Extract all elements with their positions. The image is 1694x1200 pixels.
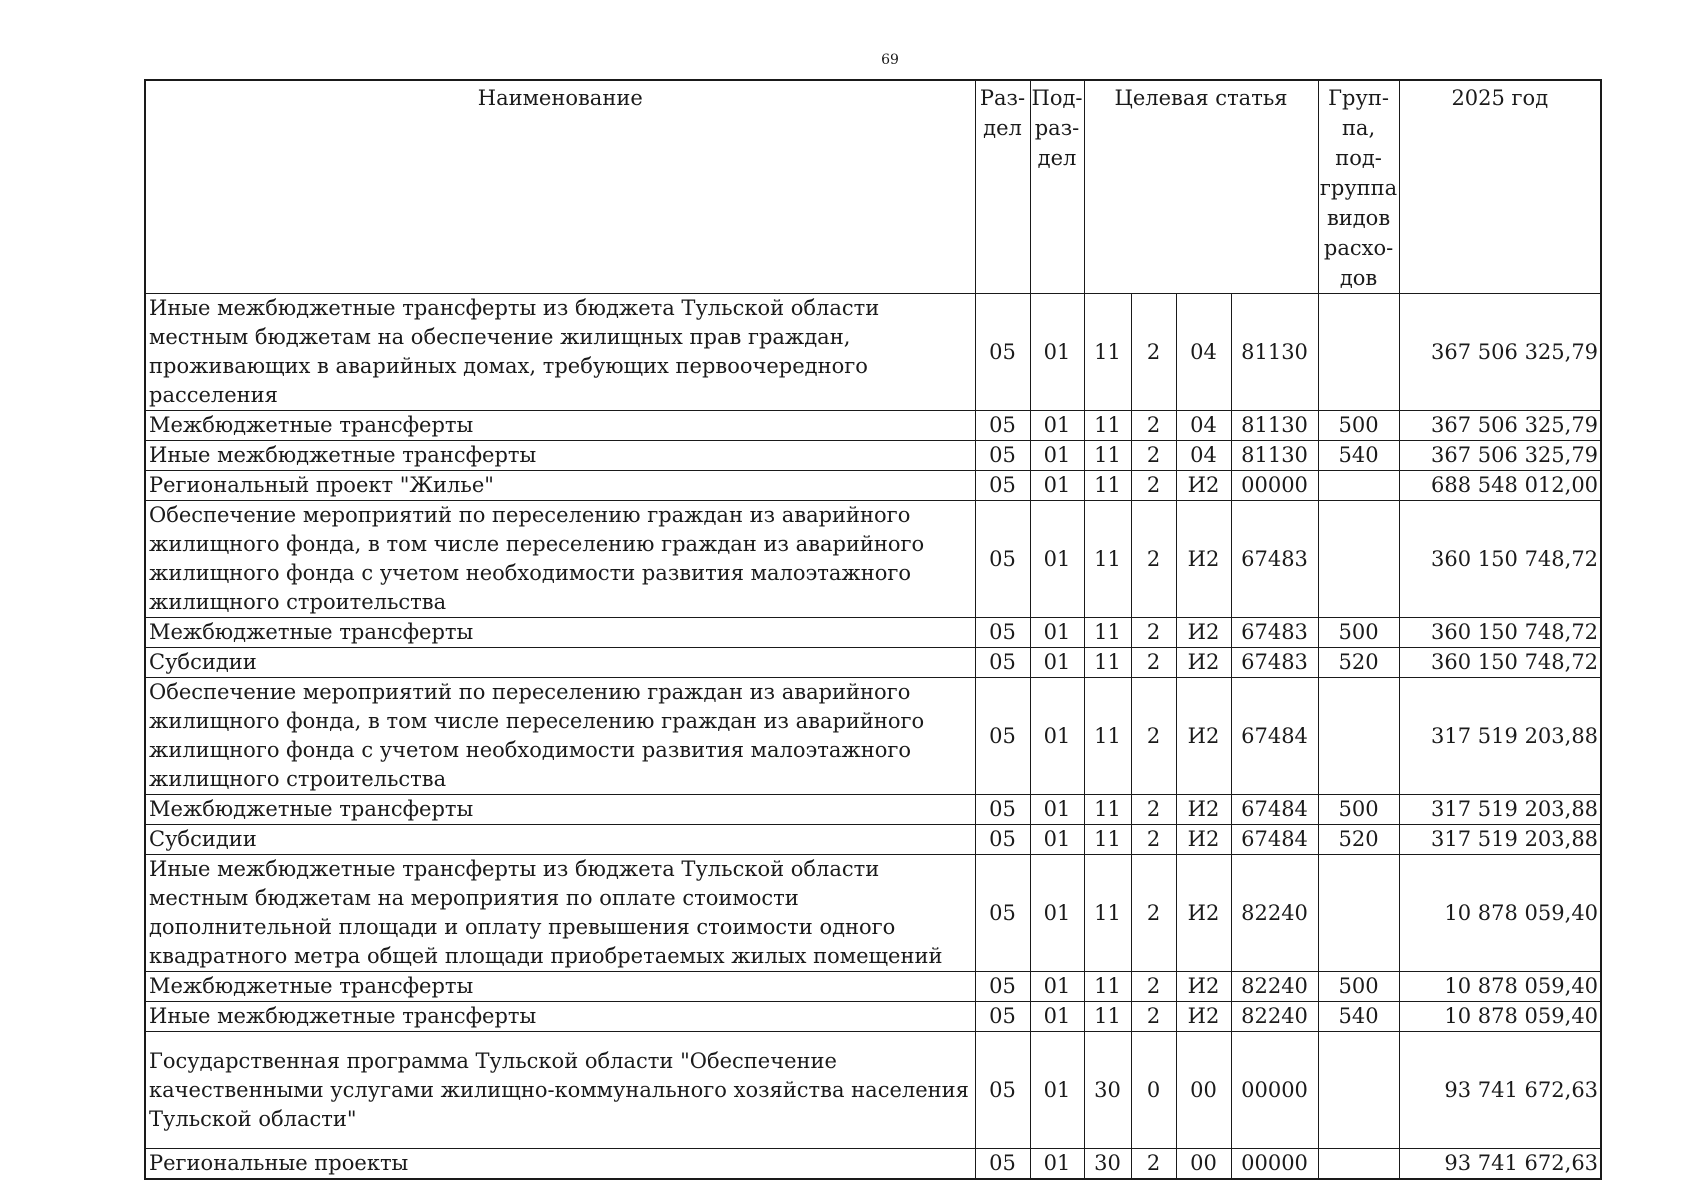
table-row — [145, 972, 1601, 1002]
cell-target-program: 11 — [1084, 825, 1131, 855]
cell-target-type: 2 — [1131, 294, 1176, 411]
cell-target-project: И2 — [1176, 678, 1231, 795]
cell-expense-group: 500 — [1318, 618, 1399, 648]
cell-target-direction: 82240 — [1231, 972, 1318, 1002]
cell-target-type: 2 — [1131, 678, 1176, 795]
cell-target-direction: 67483 — [1231, 501, 1318, 618]
cell-target-program: 11 — [1084, 411, 1131, 441]
cell-target-program: 11 — [1084, 1002, 1131, 1032]
header-year: 2025 год — [1399, 80, 1601, 294]
cell-target-project: 04 — [1176, 441, 1231, 471]
header-podrazdel: Под-раз-дел — [1030, 80, 1084, 294]
cell-target-direction: 67484 — [1231, 795, 1318, 825]
header-name: Наименование — [145, 80, 975, 294]
cell-name: Государственная программа Тульской области "Обеспечение качественными услугами жилищно-коммунального хозяйства населения Тульской области" — [145, 1032, 975, 1149]
cell-target-type: 2 — [1131, 411, 1176, 441]
cell-name: Межбюджетные трансферты — [145, 411, 975, 441]
cell-target-type: 2 — [1131, 972, 1176, 1002]
cell-amount: 360 150 748,72 — [1399, 501, 1601, 618]
cell-target-project: И2 — [1176, 618, 1231, 648]
header-target-article: Целевая статья — [1084, 80, 1318, 294]
cell-target-program: 11 — [1084, 972, 1131, 1002]
table-row — [145, 1032, 1601, 1149]
cell-amount: 10 878 059,40 — [1399, 1002, 1601, 1032]
cell-amount: 317 519 203,88 — [1399, 825, 1601, 855]
cell-target-program: 11 — [1084, 294, 1131, 411]
budget-table — [144, 79, 1602, 1180]
cell-amount: 360 150 748,72 — [1399, 618, 1601, 648]
cell-razdel: 05 — [975, 1149, 1030, 1180]
table-row — [145, 678, 1601, 795]
cell-target-type: 2 — [1131, 471, 1176, 501]
table-row — [145, 441, 1601, 471]
cell-target-direction: 82240 — [1231, 1002, 1318, 1032]
cell-target-type: 2 — [1131, 441, 1176, 471]
cell-target-project: 00 — [1176, 1149, 1231, 1180]
cell-amount: 367 506 325,79 — [1399, 411, 1601, 441]
cell-name: Межбюджетные трансферты — [145, 618, 975, 648]
table-row — [145, 855, 1601, 972]
cell-razdel: 05 — [975, 855, 1030, 972]
cell-target-direction: 81130 — [1231, 411, 1318, 441]
cell-razdel: 05 — [975, 1002, 1030, 1032]
cell-expense-group — [1318, 501, 1399, 618]
cell-target-type: 2 — [1131, 1149, 1176, 1180]
cell-target-project: 00 — [1176, 1032, 1231, 1149]
cell-target-direction: 67483 — [1231, 648, 1318, 678]
cell-expense-group — [1318, 855, 1399, 972]
cell-amount: 688 548 012,00 — [1399, 471, 1601, 501]
cell-target-project: И2 — [1176, 1002, 1231, 1032]
cell-podrazdel: 01 — [1030, 294, 1084, 411]
table-header-row — [145, 80, 1601, 294]
cell-podrazdel: 01 — [1030, 1002, 1084, 1032]
cell-podrazdel: 01 — [1030, 618, 1084, 648]
cell-name: Обеспечение мероприятий по переселению граждан из аварийного жилищного фонда, в том числе переселению граждан из аварийного жилищного фонда с учетом необходимости развития малоэтажного жилищного строительства — [145, 678, 975, 795]
cell-target-program: 11 — [1084, 795, 1131, 825]
table-row — [145, 648, 1601, 678]
cell-podrazdel: 01 — [1030, 411, 1084, 441]
cell-razdel: 05 — [975, 825, 1030, 855]
cell-razdel: 05 — [975, 678, 1030, 795]
cell-amount: 10 878 059,40 — [1399, 855, 1601, 972]
cell-name: Субсидии — [145, 648, 975, 678]
cell-target-type: 2 — [1131, 825, 1176, 855]
cell-target-type: 2 — [1131, 795, 1176, 825]
cell-podrazdel: 01 — [1030, 795, 1084, 825]
cell-target-type: 2 — [1131, 648, 1176, 678]
cell-target-project: И2 — [1176, 795, 1231, 825]
table-body — [145, 294, 1601, 1180]
header-expense-group: Груп-па, под-группа видов расхо-дов — [1318, 80, 1399, 294]
cell-razdel: 05 — [975, 294, 1030, 411]
table-row — [145, 1002, 1601, 1032]
cell-expense-group — [1318, 678, 1399, 795]
cell-target-program: 11 — [1084, 501, 1131, 618]
cell-expense-group — [1318, 1032, 1399, 1149]
cell-target-project: И2 — [1176, 825, 1231, 855]
cell-podrazdel: 01 — [1030, 678, 1084, 795]
cell-target-program: 30 — [1084, 1032, 1131, 1149]
cell-target-direction: 00000 — [1231, 1149, 1318, 1180]
cell-target-direction: 81130 — [1231, 441, 1318, 471]
cell-target-project: 04 — [1176, 411, 1231, 441]
cell-target-project: И2 — [1176, 501, 1231, 618]
cell-expense-group — [1318, 294, 1399, 411]
cell-name: Обеспечение мероприятий по переселению граждан из аварийного жилищного фонда, в том числе переселению граждан из аварийного жилищного фонда с учетом необходимости развития малоэтажного жилищного строительства — [145, 501, 975, 618]
cell-expense-group: 520 — [1318, 648, 1399, 678]
cell-expense-group: 500 — [1318, 972, 1399, 1002]
cell-podrazdel: 01 — [1030, 1149, 1084, 1180]
cell-razdel: 05 — [975, 1032, 1030, 1149]
cell-name: Субсидии — [145, 825, 975, 855]
cell-razdel: 05 — [975, 501, 1030, 618]
cell-target-direction: 00000 — [1231, 471, 1318, 501]
cell-razdel: 05 — [975, 471, 1030, 501]
cell-amount: 10 878 059,40 — [1399, 972, 1601, 1002]
cell-amount: 93 741 672,63 — [1399, 1032, 1601, 1149]
cell-name: Межбюджетные трансферты — [145, 972, 975, 1002]
page-number: 69 — [881, 52, 899, 68]
cell-podrazdel: 01 — [1030, 501, 1084, 618]
cell-razdel: 05 — [975, 648, 1030, 678]
cell-target-direction: 67484 — [1231, 678, 1318, 795]
cell-name: Иные межбюджетные трансферты из бюджета Тульской области местным бюджетам на обеспечение жилищных прав граждан, проживающих в аварийных домах, требующих первоочередного расселения — [145, 294, 975, 411]
cell-target-direction: 82240 — [1231, 855, 1318, 972]
cell-expense-group — [1318, 1149, 1399, 1180]
cell-target-project: И2 — [1176, 972, 1231, 1002]
table-row — [145, 618, 1601, 648]
cell-name: Иные межбюджетные трансферты — [145, 441, 975, 471]
table-row — [145, 294, 1601, 411]
cell-podrazdel: 01 — [1030, 441, 1084, 471]
cell-target-direction: 81130 — [1231, 294, 1318, 411]
table-row — [145, 1149, 1601, 1180]
cell-razdel: 05 — [975, 618, 1030, 648]
cell-target-direction: 67483 — [1231, 618, 1318, 648]
cell-amount: 93 741 672,63 — [1399, 1149, 1601, 1180]
cell-target-type: 2 — [1131, 1002, 1176, 1032]
cell-target-program: 30 — [1084, 1149, 1131, 1180]
cell-podrazdel: 01 — [1030, 1032, 1084, 1149]
cell-razdel: 05 — [975, 795, 1030, 825]
cell-target-direction: 00000 — [1231, 1032, 1318, 1149]
cell-name: Межбюджетные трансферты — [145, 795, 975, 825]
cell-podrazdel: 01 — [1030, 648, 1084, 678]
cell-podrazdel: 01 — [1030, 972, 1084, 1002]
cell-target-type: 2 — [1131, 501, 1176, 618]
cell-target-type: 0 — [1131, 1032, 1176, 1149]
cell-expense-group: 540 — [1318, 441, 1399, 471]
cell-razdel: 05 — [975, 441, 1030, 471]
cell-expense-group: 520 — [1318, 825, 1399, 855]
table-row — [145, 825, 1601, 855]
cell-target-program: 11 — [1084, 678, 1131, 795]
cell-name: Региональные проекты — [145, 1149, 975, 1180]
cell-expense-group — [1318, 471, 1399, 501]
cell-target-project: И2 — [1176, 855, 1231, 972]
table-row — [145, 501, 1601, 618]
cell-name: Иные межбюджетные трансферты — [145, 1002, 975, 1032]
cell-target-type: 2 — [1131, 855, 1176, 972]
cell-razdel: 05 — [975, 972, 1030, 1002]
cell-target-program: 11 — [1084, 855, 1131, 972]
cell-target-program: 11 — [1084, 471, 1131, 501]
cell-target-project: И2 — [1176, 648, 1231, 678]
cell-podrazdel: 01 — [1030, 855, 1084, 972]
table-row — [145, 471, 1601, 501]
cell-name: Региональный проект "Жилье" — [145, 471, 975, 501]
cell-amount: 317 519 203,88 — [1399, 678, 1601, 795]
cell-target-project: И2 — [1176, 471, 1231, 501]
cell-expense-group: 500 — [1318, 795, 1399, 825]
cell-name: Иные межбюджетные трансферты из бюджета Тульской области местным бюджетам на мероприятия по оплате стоимости дополнительной площади и оплату превышения стоимости одного квадратного метра общей площади приобретаемых жилых помещений — [145, 855, 975, 972]
cell-target-program: 11 — [1084, 441, 1131, 471]
cell-amount: 367 506 325,79 — [1399, 294, 1601, 411]
cell-target-direction: 67484 — [1231, 825, 1318, 855]
cell-expense-group: 500 — [1318, 411, 1399, 441]
cell-razdel: 05 — [975, 411, 1030, 441]
table-row — [145, 411, 1601, 441]
cell-expense-group: 540 — [1318, 1002, 1399, 1032]
table-row — [145, 795, 1601, 825]
cell-podrazdel: 01 — [1030, 471, 1084, 501]
cell-amount: 317 519 203,88 — [1399, 795, 1601, 825]
header-razdel: Раз-дел — [975, 80, 1030, 294]
cell-amount: 360 150 748,72 — [1399, 648, 1601, 678]
cell-podrazdel: 01 — [1030, 825, 1084, 855]
cell-target-type: 2 — [1131, 618, 1176, 648]
cell-target-program: 11 — [1084, 648, 1131, 678]
cell-target-program: 11 — [1084, 618, 1131, 648]
cell-target-project: 04 — [1176, 294, 1231, 411]
cell-amount: 367 506 325,79 — [1399, 441, 1601, 471]
